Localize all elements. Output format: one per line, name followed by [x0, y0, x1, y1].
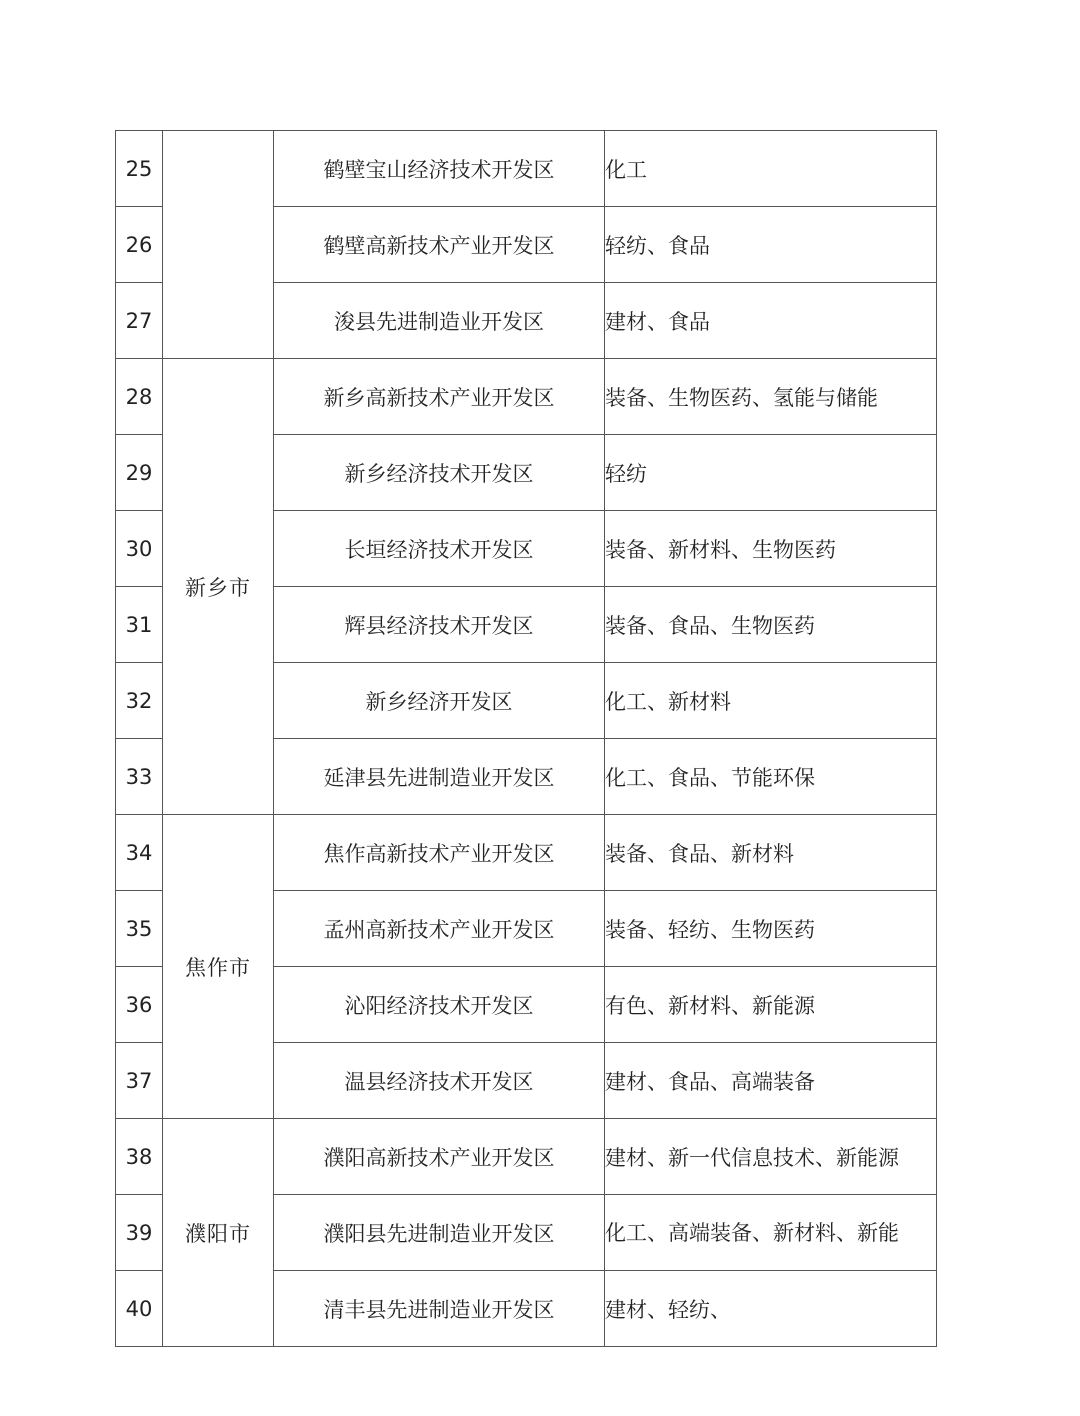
industry-cell: 建材、食品: [605, 283, 937, 359]
industry-cell: 有色、新材料、新能源: [605, 967, 937, 1043]
industry-cell: 化工、新材料: [605, 663, 937, 739]
row-number: 30: [116, 511, 163, 587]
row-number: 36: [116, 967, 163, 1043]
industry-cell: 建材、新一代信息技术、新能源: [605, 1119, 937, 1195]
industry-cell: 化工: [605, 131, 937, 207]
zone-name: 鹤壁宝山经济技术开发区: [274, 131, 605, 207]
row-number: 28: [116, 359, 163, 435]
zone-name: 濮阳高新技术产业开发区: [274, 1119, 605, 1195]
industry-cell: 装备、食品、新材料: [605, 815, 937, 891]
industry-cell: 轻纺、食品: [605, 207, 937, 283]
row-number: 39: [116, 1195, 163, 1271]
zone-name: 新乡经济开发区: [274, 663, 605, 739]
industry-cell: 装备、轻纺、生物医药: [605, 891, 937, 967]
city-cell: 焦作市: [163, 815, 274, 1119]
row-number: 27: [116, 283, 163, 359]
zone-name: 孟州高新技术产业开发区: [274, 891, 605, 967]
zone-name: 沁阳经济技术开发区: [274, 967, 605, 1043]
row-number: 34: [116, 815, 163, 891]
table-row: [116, 1119, 937, 1195]
development-zone-table: [115, 130, 937, 1347]
industry-cell: 装备、食品、生物医药: [605, 587, 937, 663]
zone-name: 新乡经济技术开发区: [274, 435, 605, 511]
city-cell: 濮阳市: [163, 1119, 274, 1347]
industry-cell: 装备、新材料、生物医药: [605, 511, 937, 587]
zone-name: 温县经济技术开发区: [274, 1043, 605, 1119]
industry-cell: 化工、高端装备、新材料、新能: [605, 1195, 937, 1271]
zone-name: 清丰县先进制造业开发区: [274, 1271, 605, 1347]
zone-name: 鹤壁高新技术产业开发区: [274, 207, 605, 283]
table-row: [116, 359, 937, 435]
zone-name: 长垣经济技术开发区: [274, 511, 605, 587]
zone-name: 浚县先进制造业开发区: [274, 283, 605, 359]
row-number: 40: [116, 1271, 163, 1347]
industry-cell: 轻纺: [605, 435, 937, 511]
row-number: 25: [116, 131, 163, 207]
zone-name: 濮阳县先进制造业开发区: [274, 1195, 605, 1271]
table-row: [116, 131, 937, 207]
industry-cell: 装备、生物医药、氢能与储能: [605, 359, 937, 435]
row-number: 37: [116, 1043, 163, 1119]
zone-name: 延津县先进制造业开发区: [274, 739, 605, 815]
row-number: 31: [116, 587, 163, 663]
zone-name: 焦作高新技术产业开发区: [274, 815, 605, 891]
city-cell: [163, 131, 274, 359]
row-number: 29: [116, 435, 163, 511]
row-number: 26: [116, 207, 163, 283]
zone-name: 辉县经济技术开发区: [274, 587, 605, 663]
industry-cell: 建材、轻纺、: [605, 1271, 937, 1347]
industry-cell: 建材、食品、高端装备: [605, 1043, 937, 1119]
zone-name: 新乡高新技术产业开发区: [274, 359, 605, 435]
row-number: 35: [116, 891, 163, 967]
row-number: 33: [116, 739, 163, 815]
row-number: 38: [116, 1119, 163, 1195]
city-cell: 新乡市: [163, 359, 274, 815]
table-row: [116, 815, 937, 891]
row-number: 32: [116, 663, 163, 739]
industry-cell: 化工、食品、节能环保: [605, 739, 937, 815]
